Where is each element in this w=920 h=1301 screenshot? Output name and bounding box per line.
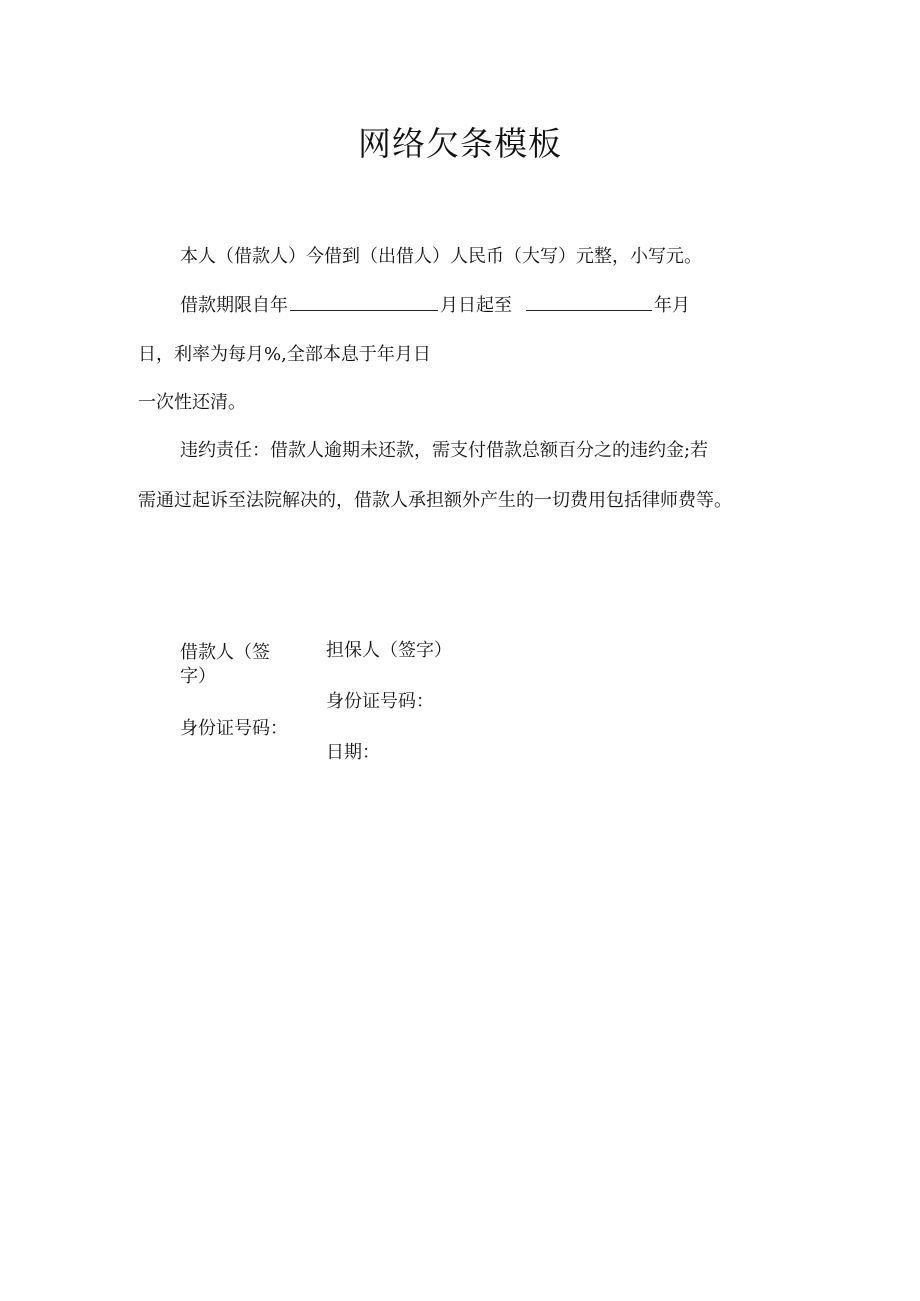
start-date-blank — [290, 293, 438, 311]
paragraph-loan-term — [180, 293, 690, 318]
guarantor-id-label: 身份证号码： — [326, 691, 434, 712]
guarantor-signature-label: 担保人（签字） — [326, 640, 452, 661]
loan-term-prefix: 借款期限自年 — [180, 295, 288, 316]
borrower-id-label: 身份证号码： — [180, 718, 288, 739]
paragraph-repayment: 一次性还清。 — [138, 392, 246, 413]
borrower-signature-line1: 借款人（签 — [180, 642, 270, 663]
borrower-signature-label — [180, 641, 270, 689]
end-date-blank — [526, 293, 652, 311]
paragraph-loan-amount: 本人（借款人）今借到（出借人）人民币（大写）元整，小写元。 — [180, 246, 702, 267]
loan-term-suffix: 年月 — [654, 295, 690, 316]
document-title: 网络欠条模板 — [358, 124, 562, 163]
loan-term-mid: 月日起至 — [440, 295, 512, 316]
date-label: 日期： — [326, 742, 380, 763]
borrower-signature-line2: 字） — [180, 666, 216, 687]
paragraph-default-liability-1: 违约责任：借款人逾期未还款，需支付借款总额百分之的违约金;若 — [180, 440, 709, 461]
paragraph-interest-rate: 日，利率为每月%,全部本息于年月日 — [138, 344, 431, 365]
paragraph-default-liability-2: 需通过起诉至法院解决的，借款人承担额外产生的一切费用包括律师费等。 — [138, 490, 732, 511]
